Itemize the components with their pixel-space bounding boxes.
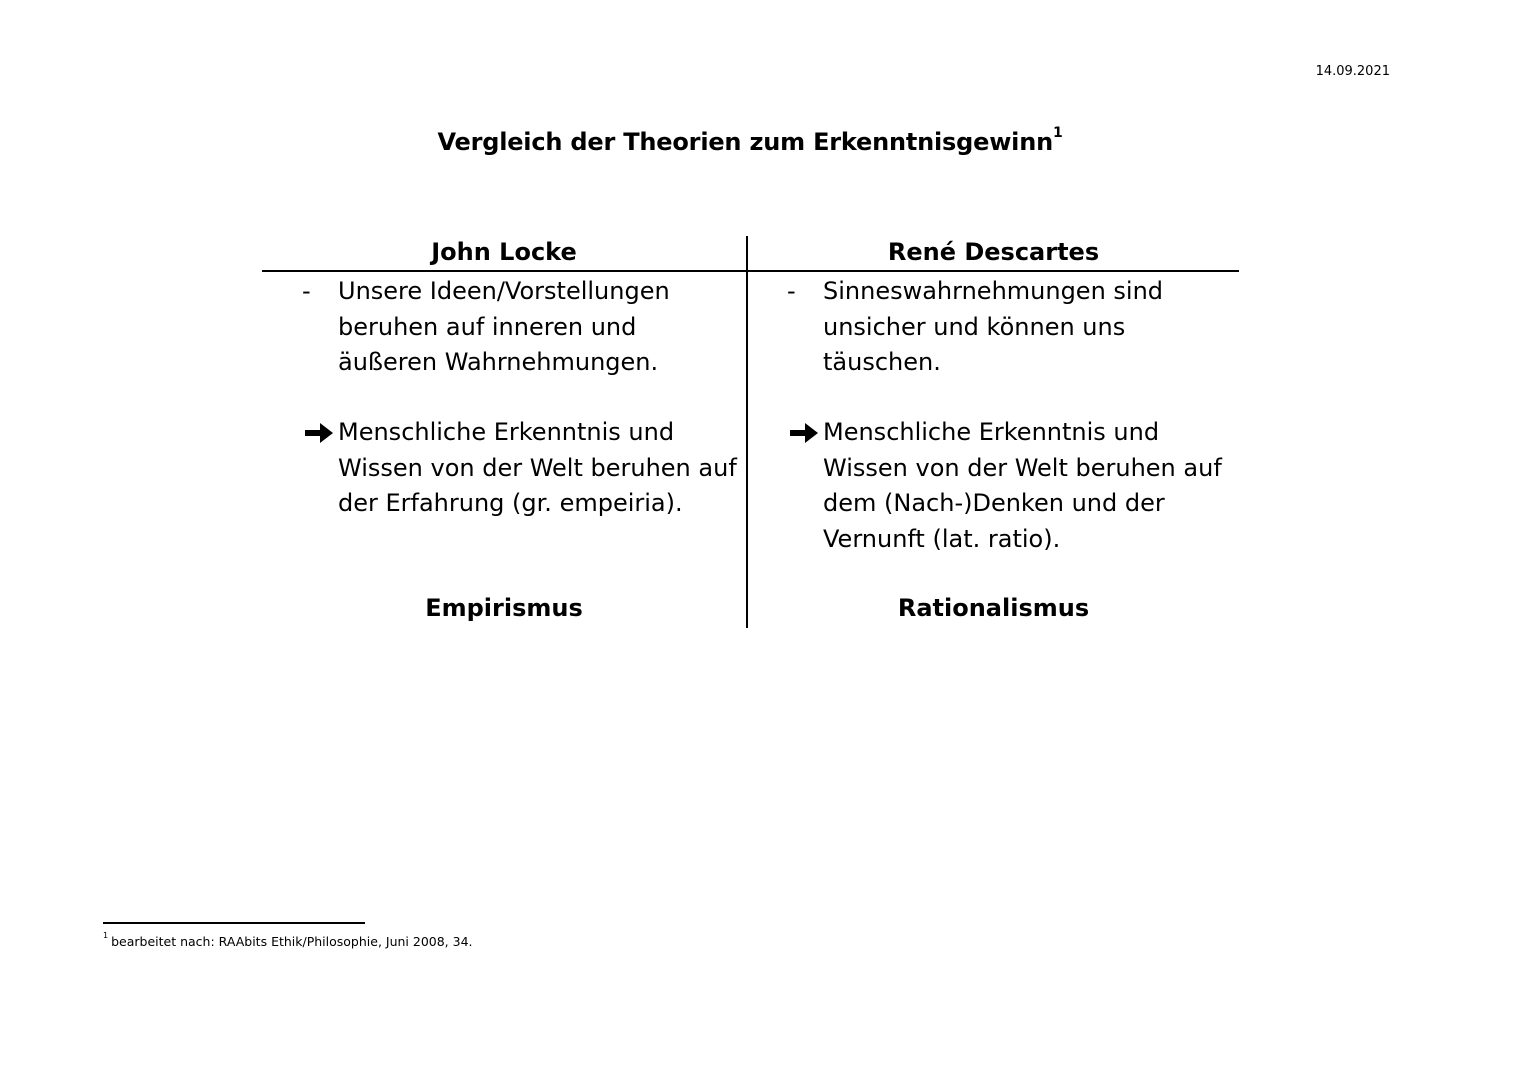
column-divider-vertical	[746, 236, 748, 628]
descartes-conclusion: Menschliche Erkenntnis und Wissen von der Welt beruhen auf dem (Nach-)Denken und der Vernunft (lat. ratio).	[823, 418, 1222, 553]
bullet-dash-left: -	[302, 277, 311, 305]
footnote-separator	[103, 922, 365, 924]
footnote-number: 1	[103, 931, 109, 940]
column-heading-locke: John Locke	[431, 238, 577, 266]
bullet-dash-right: -	[787, 277, 796, 305]
descartes-point-1: Sinneswahrnehmungen sind unsicher und können uns täuschen.	[823, 277, 1164, 376]
footnote	[103, 931, 473, 950]
page-title	[0, 125, 1500, 156]
document-date: 14.09.2021	[1315, 64, 1390, 79]
column-heading-descartes: René Descartes	[887, 238, 1100, 266]
school-rationalismus: Rationalismus	[897, 594, 1090, 622]
arrow-right-icon	[304, 422, 334, 444]
header-divider-horizontal	[262, 270, 1239, 272]
page-title-text: Vergleich der Theorien zum Erkenntnisgewinn	[437, 128, 1053, 156]
locke-conclusion: Menschliche Erkenntnis und Wissen von der Welt beruhen auf der Erfahrung (gr. empeiria).	[338, 418, 737, 517]
locke-point-1: Unsere Ideen/Vorstellungen beruhen auf inneren und äußeren Wahrnehmungen.	[338, 277, 670, 376]
title-footnote-ref: 1	[1052, 125, 1063, 141]
footnote-text: bearbeitet nach: RAAbits Ethik/Philosophie, Juni 2008, 34.	[111, 934, 473, 950]
school-empirismus: Empirismus	[425, 594, 583, 622]
arrow-right-icon	[789, 422, 819, 444]
